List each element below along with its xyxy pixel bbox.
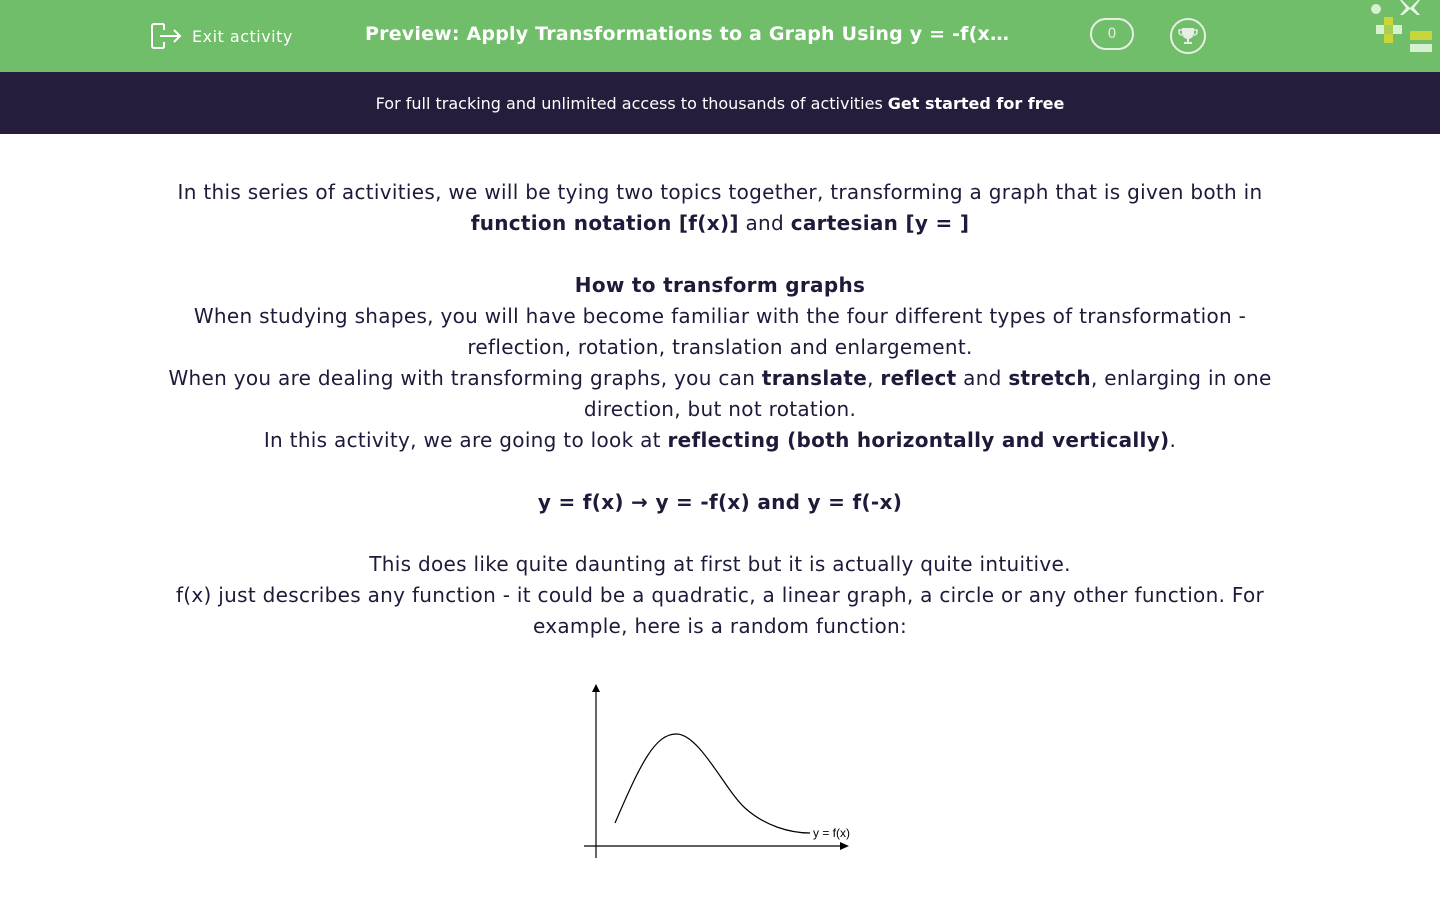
text: In this series of activities, we will be tying two topics together, transforming a graph that is given both in [177, 180, 1263, 204]
text: f(x) just describes any function - it could be a quadratic, a linear graph, a circle or any other function. For [175, 583, 1265, 607]
bold-text: function notation [f(x)] [470, 211, 739, 235]
text: . [1169, 428, 1177, 452]
exit-label: Exit activity [192, 26, 293, 46]
page-title: Preview: Apply Transformations to a Graph Using y = -f(x… [365, 23, 1010, 45]
score-badge: 0 [1090, 18, 1134, 50]
text: reflection, rotation, translation and enlargement. [467, 335, 973, 359]
paragraph: This does like quite daunting at first but it is actually quite intuitive. [369, 552, 1071, 576]
bold-text: cartesian [y = ] [790, 211, 970, 235]
text: example, here is a random function: [532, 614, 908, 638]
x-axis-arrow [840, 842, 849, 850]
text: and [738, 211, 791, 235]
text: When you are dealing with transforming graphs, you can [168, 366, 762, 390]
bold-text: reflect [880, 366, 957, 390]
text: , [867, 366, 881, 390]
text: direction, but not rotation. [583, 397, 857, 421]
section-heading: How to transform graphs [574, 273, 866, 297]
y-axis-arrow [592, 684, 600, 692]
banner-text: For full tracking and unlimited access to thousands of activities [375, 93, 883, 113]
bold-text: reflecting (both horizontally and vertically) [667, 428, 1170, 452]
get-started-link[interactable]: Get started for free [887, 93, 1065, 113]
text: and [956, 366, 1009, 390]
text: , enlarging in one [1090, 366, 1272, 390]
bold-text: stretch [1008, 366, 1091, 390]
text: In this activity, we are going to look at [263, 428, 668, 452]
formula: y = f(x) → y = -f(x) and y = f(-x) [537, 490, 903, 514]
curve [615, 734, 810, 833]
text: When studying shapes, you will have become familiar with the four different types of transformation - [193, 304, 1247, 328]
curve-label: y = f(x) [813, 826, 851, 840]
bold-text: translate [761, 366, 868, 390]
